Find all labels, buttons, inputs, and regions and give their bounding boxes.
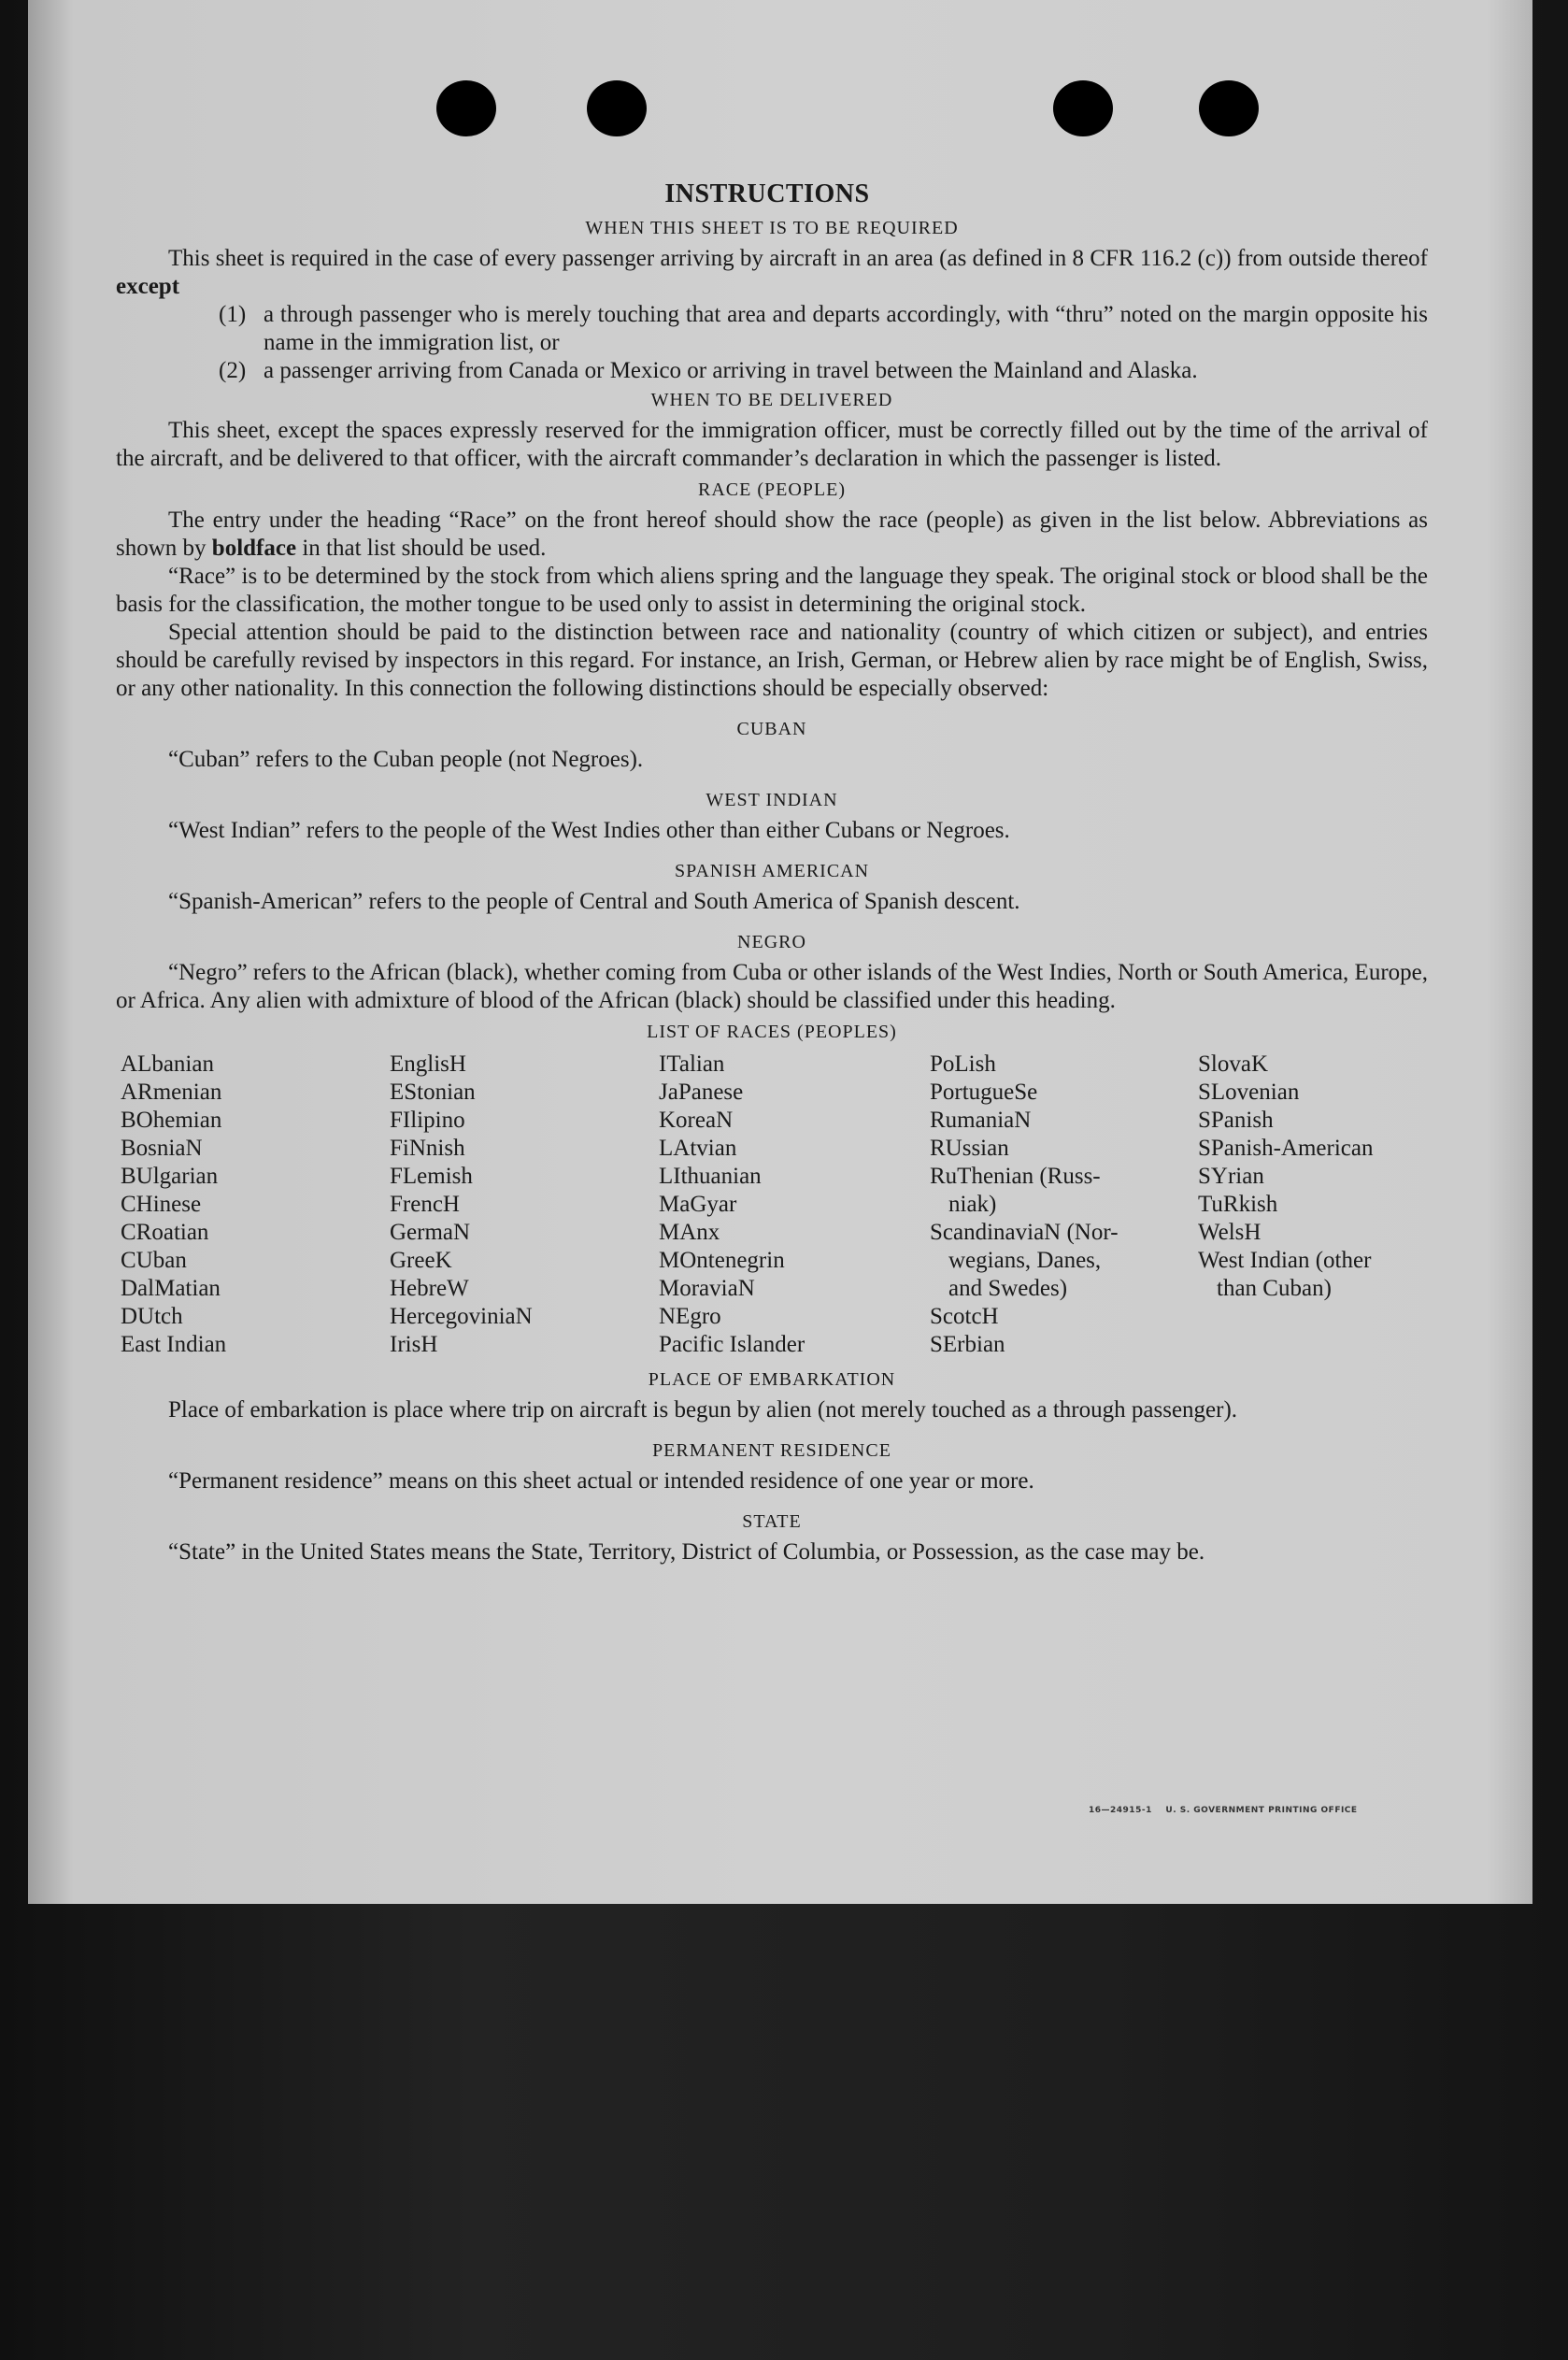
race-entry: ScotcH xyxy=(930,1304,999,1329)
race-entry: HercegoviniaN xyxy=(390,1304,533,1329)
section-heading: CUBAN xyxy=(736,719,807,739)
race-entry: PoLish xyxy=(930,1051,996,1077)
printer-name: U. S. GOVERNMENT PRINTING OFFICE xyxy=(1165,1806,1358,1815)
race-entry: FLemish xyxy=(390,1164,473,1189)
race-entry: RumaniaN xyxy=(930,1108,1032,1133)
race-entry: BOhemian xyxy=(121,1108,222,1133)
race-entry: MaGyar xyxy=(659,1192,737,1217)
item-number: (1) xyxy=(219,302,247,327)
race-entry: SlovaK xyxy=(1198,1051,1268,1077)
race-entry: ALbanian xyxy=(121,1051,214,1077)
section-heading: STATE xyxy=(742,1511,802,1532)
race-column xyxy=(659,1051,930,1359)
paragraph: “Permanent residence” means on this sheet actual or intended residence of one year or more. xyxy=(168,1468,1034,1494)
paragraph: “Negro” refers to the African (black), whether coming from Cuba or other islands of the West Indies, North or South America, Europe, or Africa. Any alien with admixture of blood of the African (black) should be classified under this heading. xyxy=(116,960,1428,1013)
race-entry: ARmenian xyxy=(121,1080,222,1105)
punch-hole xyxy=(1053,80,1113,136)
race-entry: KoreaN xyxy=(659,1108,734,1133)
instructions-content xyxy=(116,178,1428,1566)
race-entry: East Indian xyxy=(121,1332,227,1357)
item-text: a passenger arriving from Canada or Mexico or arriving in travel between the Mainland and Alaska. xyxy=(264,358,1198,383)
race-entry: CUban xyxy=(121,1248,187,1273)
punch-hole xyxy=(1199,80,1259,136)
race-entry: CRoatian xyxy=(121,1220,209,1245)
printer-imprint xyxy=(1089,1806,1358,1815)
race-entry: EnglisH xyxy=(390,1051,466,1077)
text: in that list should be used. xyxy=(302,536,547,561)
punch-hole xyxy=(436,80,496,136)
race-entry: West Indian (other xyxy=(1198,1248,1372,1273)
paragraph: “Cuban” refers to the Cuban people (not Negroes). xyxy=(168,747,644,772)
list-item xyxy=(219,301,1428,357)
race-entry: SLovenian xyxy=(1198,1080,1300,1105)
race-entry: BUlgarian xyxy=(121,1164,219,1189)
race-entry: IrisH xyxy=(390,1332,438,1357)
section-heading: WEST INDIAN xyxy=(706,790,838,810)
list-item xyxy=(219,357,1428,385)
section-heading: LIST OF RACES (PEOPLES) xyxy=(647,1022,897,1042)
page-title: INSTRUCTIONS xyxy=(664,179,870,208)
paragraph: This sheet, except the spaces expressly reserved for the immigration officer, must be correctly filled out by the time of the arrival of the aircraft, and be delivered to that officer, with the aircraft commander’s declaration in which the passenger is listed. xyxy=(116,418,1428,471)
punch-hole xyxy=(587,80,647,136)
race-entry: HebreW xyxy=(390,1276,469,1301)
race-entry: GermaN xyxy=(390,1220,471,1245)
section-heading: SPANISH AMERICAN xyxy=(674,861,870,881)
paragraph xyxy=(116,245,1428,301)
bold-text: boldface xyxy=(211,536,297,561)
race-entry: NEgro xyxy=(659,1304,721,1329)
paragraph: “Race” is to be determined by the stock from which aliens spring and the language they speak. The original stock or blood shall be the basis for the classification, the mother tongue to be used only to assist in determining the original stock. xyxy=(116,564,1428,617)
race-entry: CHinese xyxy=(121,1192,202,1217)
race-entry: SYrian xyxy=(1198,1164,1264,1189)
section-heading: NEGRO xyxy=(737,932,806,952)
form-number: 16—24915-1 xyxy=(1089,1806,1152,1815)
race-entry: MOntenegrin xyxy=(659,1248,785,1273)
paragraph: Place of embarkation is place where trip on aircraft is begun by alien (not merely touched as a through passenger). xyxy=(168,1397,1238,1423)
paragraph: “State” in the United States means the State, Territory, District of Columbia, or Possession, as the case may be. xyxy=(168,1539,1205,1565)
race-entry: GreeK xyxy=(390,1248,452,1273)
item-text: a through passenger who is merely touching that area and departs accordingly, with “thru” noted on the margin opposite his name in the immigration list, or xyxy=(264,302,1428,355)
race-entry: FrencH xyxy=(390,1192,460,1217)
race-column xyxy=(1198,1051,1441,1359)
race-entry: MoraviaN xyxy=(659,1276,755,1301)
race-entry: EStonian xyxy=(390,1080,476,1105)
race-entry: FiNnish xyxy=(390,1136,465,1161)
race-entry: LAtvian xyxy=(659,1136,737,1161)
race-column xyxy=(930,1051,1198,1359)
race-entry: ITalian xyxy=(659,1051,725,1077)
section-heading: PLACE OF EMBARKATION xyxy=(648,1369,896,1390)
section-heading: PERMANENT RESIDENCE xyxy=(652,1440,891,1461)
race-entry: RUssian xyxy=(930,1136,1009,1161)
race-entry: SPanish xyxy=(1198,1108,1274,1133)
race-entry: Pacific Islander xyxy=(659,1332,805,1357)
race-entry: than Cuban) xyxy=(1217,1276,1332,1301)
section-heading: RACE (PEOPLE) xyxy=(698,479,846,500)
paragraph: “Spanish-American” refers to the people of Central and South America of Spanish descent. xyxy=(168,889,1020,914)
race-entry: LIthuanian xyxy=(659,1164,762,1189)
race-entry: DalMatian xyxy=(121,1276,221,1301)
item-number: (2) xyxy=(219,358,247,383)
paragraph: “West Indian” refers to the people of the West Indies other than either Cubans or Negroes. xyxy=(168,818,1010,843)
race-entry: and Swedes) xyxy=(948,1276,1068,1301)
race-column xyxy=(390,1051,659,1359)
race-entry: ScandinaviaN (Nor- xyxy=(930,1220,1119,1245)
text: The entry under the heading “Race” on the front hereof should show the race (people) as given in the list below. Abbreviations as shown by xyxy=(116,508,1428,561)
race-entry: RuThenian (Russ- xyxy=(930,1164,1101,1189)
race-entry: SPanish-American xyxy=(1198,1136,1374,1161)
bold-text: except xyxy=(116,274,180,299)
race-entry: FIlipino xyxy=(390,1108,465,1133)
race-list xyxy=(121,1051,1428,1359)
race-entry: DUtch xyxy=(121,1304,183,1329)
paragraph: Special attention should be paid to the distinction between race and nationality (country of which citizen or subject), and entries should be carefully revised by inspectors in this regard. For instance, an Irish, German, or Hebrew alien by race might be of English, Swiss, or any other nationality. In this connection the following distinctions should be especially observed: xyxy=(116,620,1428,701)
race-entry: WelsH xyxy=(1198,1220,1262,1245)
race-entry: PortugueSe xyxy=(930,1080,1038,1105)
race-entry: SErbian xyxy=(930,1332,1005,1357)
race-entry: BosniaN xyxy=(121,1136,203,1161)
section-heading: WHEN TO BE DELIVERED xyxy=(650,390,893,410)
section-heading: WHEN THIS SHEET IS TO BE REQUIRED xyxy=(585,218,959,238)
race-entry: MAnx xyxy=(659,1220,720,1245)
text: This sheet is required in the case of every passenger arriving by aircraft in an area (as defined in 8 CFR 116.2 (c)) from outside thereof xyxy=(168,246,1428,271)
race-entry: niak) xyxy=(948,1192,997,1217)
race-column xyxy=(121,1051,390,1359)
race-entry: TuRkish xyxy=(1198,1192,1278,1217)
race-entry: JaPanese xyxy=(659,1080,744,1105)
paragraph xyxy=(116,507,1428,563)
race-entry: wegians, Danes, xyxy=(948,1248,1102,1273)
